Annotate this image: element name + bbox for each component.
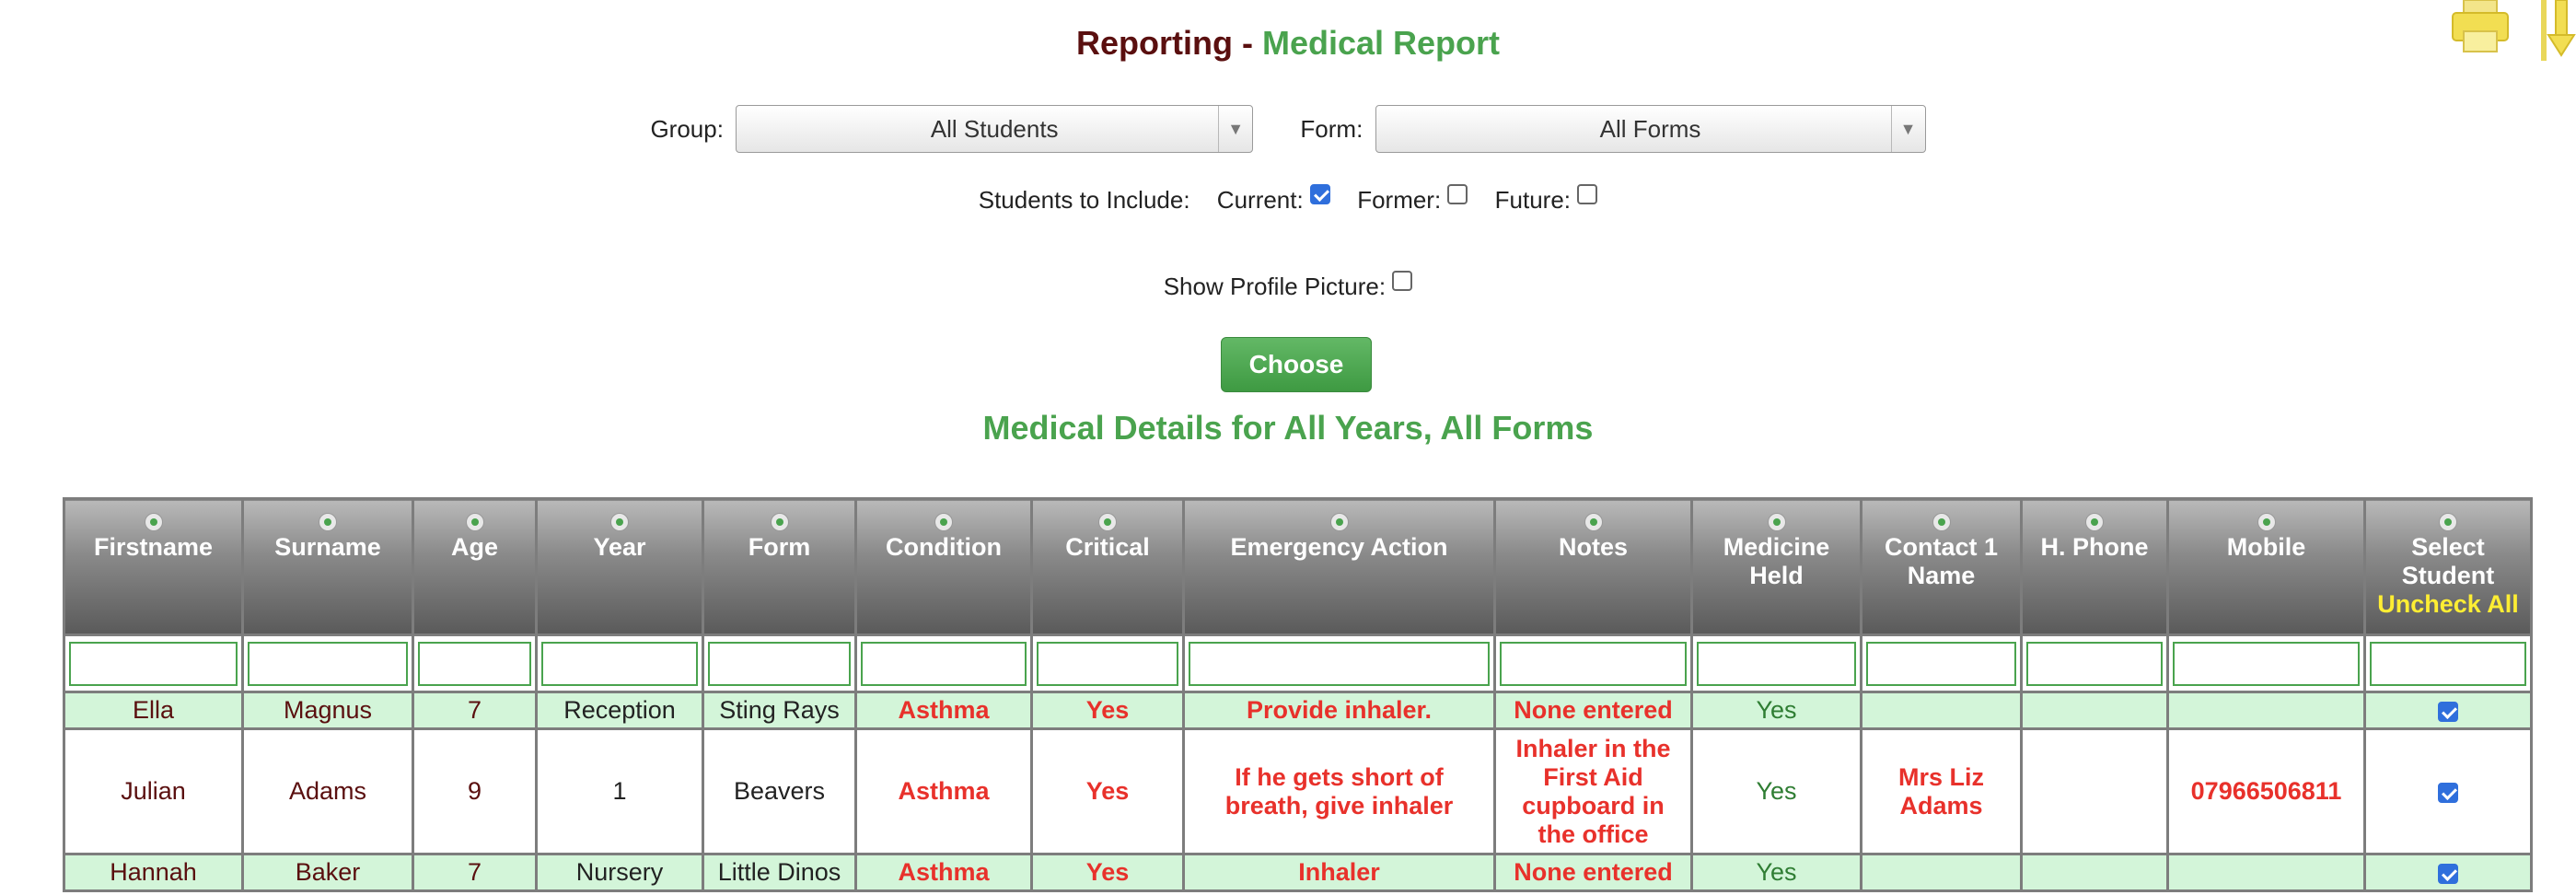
column-header-contact1-name[interactable]: Contact 1 Name: [1862, 499, 2022, 635]
cell-form: Sting Rays: [703, 692, 856, 729]
filter-row: [64, 635, 2532, 692]
select-student-checkbox[interactable]: [2438, 864, 2458, 884]
cell-firstname: Julian: [64, 729, 243, 854]
cell-firstname: Hannah: [64, 854, 243, 891]
cell-emergency-action: Inhaler: [1184, 854, 1495, 891]
cell-age: 7: [413, 854, 537, 891]
column-header-notes[interactable]: Notes: [1495, 499, 1692, 635]
group-label: Group:: [650, 114, 724, 143]
filter-input-medicine-held[interactable]: [1697, 642, 1856, 686]
filter-input-h-phone[interactable]: [2026, 642, 2163, 686]
table-row[interactable]: [64, 854, 2532, 891]
sort-icon: [610, 513, 629, 531]
printer-icon[interactable]: [2451, 0, 2510, 53]
former-checkbox[interactable]: [1447, 184, 1468, 204]
column-header-medicine-held[interactable]: Medicine Held: [1692, 499, 1862, 635]
sort-icon: [1584, 513, 1603, 531]
filter-row: [0, 105, 2576, 153]
download-icon[interactable]: [2541, 0, 2576, 61]
cell-contact1-name: [1862, 692, 2022, 729]
cell-h-phone: [2022, 854, 2168, 891]
cell-surname: Baker: [243, 854, 413, 891]
cell-surname: Magnus: [243, 692, 413, 729]
sort-icon: [319, 513, 337, 531]
cell-critical: Yes: [1032, 854, 1184, 891]
cell-medicine-held: Yes: [1692, 729, 1862, 854]
chevron-down-icon: ▼: [1891, 106, 1925, 152]
sort-icon: [145, 513, 163, 531]
table-row[interactable]: [64, 729, 2532, 854]
column-header-age[interactable]: Age: [413, 499, 537, 635]
select-student-checkbox[interactable]: [2438, 702, 2458, 722]
sort-icon: [1768, 513, 1786, 531]
sort-icon: [466, 513, 484, 531]
column-header-year[interactable]: Year: [537, 499, 703, 635]
cell-form: Beavers: [703, 729, 856, 854]
cell-age: 9: [413, 729, 537, 854]
filter-input-notes[interactable]: [1500, 642, 1687, 686]
cell-year: Nursery: [537, 854, 703, 891]
filter-input-surname[interactable]: [248, 642, 408, 686]
profile-checkbox[interactable]: [1392, 271, 1412, 291]
column-header-h-phone[interactable]: H. Phone: [2022, 499, 2168, 635]
cell-firstname: Ella: [64, 692, 243, 729]
sort-icon: [1932, 513, 1951, 531]
filter-input-year[interactable]: [541, 642, 698, 686]
chevron-down-icon: ▼: [1218, 106, 1252, 152]
sort-icon: [1330, 513, 1349, 531]
sort-icon: [2085, 513, 2104, 531]
cell-mobile: [2168, 854, 2365, 891]
cell-contact1-name: [1862, 854, 2022, 891]
table-row[interactable]: [64, 692, 2532, 729]
filter-input-select-student[interactable]: [2370, 642, 2526, 686]
cell-medicine-held: Yes: [1692, 692, 1862, 729]
column-header-emergency-action[interactable]: Emergency Action: [1184, 499, 1495, 635]
cell-age: 7: [413, 692, 537, 729]
cell-select: [2365, 692, 2532, 729]
report-subtitle: Medical Details for All Years, All Forms: [982, 409, 1594, 447]
students-include-label: Students to Include:: [978, 185, 1190, 214]
cell-notes: None entered: [1495, 692, 1692, 729]
form-select[interactable]: [1375, 105, 1926, 153]
column-header-surname[interactable]: Surname: [243, 499, 413, 635]
cell-notes: None entered: [1495, 854, 1692, 891]
cell-mobile: [2168, 692, 2365, 729]
future-label: Future:: [1494, 185, 1572, 214]
cell-emergency-action: If he gets short of breath, give inhaler: [1184, 729, 1495, 854]
group-select[interactable]: [736, 105, 1253, 153]
choose-button[interactable]: Choose: [1221, 337, 1372, 392]
column-header-select-student[interactable]: Select Student Uncheck All: [2365, 499, 2532, 635]
cell-critical: Yes: [1032, 729, 1184, 854]
filter-input-age[interactable]: [418, 642, 531, 686]
former-label: Former:: [1357, 185, 1442, 214]
form-label: Form:: [1300, 114, 1363, 143]
title-prefix: Reporting -: [1075, 24, 1262, 62]
filter-input-condition[interactable]: [861, 642, 1027, 686]
filter-input-firstname[interactable]: [69, 642, 238, 686]
sort-icon: [2439, 513, 2457, 531]
column-header-condition[interactable]: Condition: [856, 499, 1032, 635]
cell-select: [2365, 729, 2532, 854]
current-label: Current:: [1216, 185, 1304, 214]
cell-h-phone: [2022, 729, 2168, 854]
column-header-form[interactable]: Form: [703, 499, 856, 635]
cell-form: Little Dinos: [703, 854, 856, 891]
sort-icon: [1098, 513, 1117, 531]
filter-input-mobile[interactable]: [2173, 642, 2360, 686]
medical-table: [63, 497, 2533, 892]
cell-year: Reception: [537, 692, 703, 729]
cell-notes: Inhaler in the First Aid cupboard in the office: [1495, 729, 1692, 854]
cell-condition: Asthma: [856, 854, 1032, 891]
page-title: [0, 24, 2576, 63]
column-header-critical[interactable]: Critical: [1032, 499, 1184, 635]
sort-icon: [771, 513, 789, 531]
column-header-firstname[interactable]: Firstname: [64, 499, 243, 635]
cell-condition: Asthma: [856, 692, 1032, 729]
cell-mobile: 07966506811: [2168, 729, 2365, 854]
column-header-mobile[interactable]: Mobile: [2168, 499, 2365, 635]
cell-condition: Asthma: [856, 729, 1032, 854]
sort-icon: [2257, 513, 2276, 531]
filter-input-form[interactable]: [708, 642, 851, 686]
title-main: Medical Report: [1261, 24, 1501, 62]
cell-surname: Adams: [243, 729, 413, 854]
cell-year: 1: [537, 729, 703, 854]
uncheck-all-link[interactable]: Uncheck All: [2377, 590, 2519, 618]
students-include-row: [0, 184, 2576, 215]
header-row: [64, 499, 2532, 635]
cell-emergency-action: Provide inhaler.: [1184, 692, 1495, 729]
cell-medicine-held: Yes: [1692, 854, 1862, 891]
filter-input-critical[interactable]: [1037, 642, 1178, 686]
cell-critical: Yes: [1032, 692, 1184, 729]
cell-contact1-name: Mrs Liz Adams: [1862, 729, 2022, 854]
select-student-checkbox[interactable]: [2438, 783, 2458, 803]
future-checkbox[interactable]: [1577, 184, 1597, 204]
cell-h-phone: [2022, 692, 2168, 729]
cell-select: [2365, 854, 2532, 891]
current-checkbox[interactable]: [1310, 184, 1330, 204]
group-select-value: All Students: [930, 115, 1059, 143]
sort-icon: [934, 513, 953, 531]
filter-input-contact1-name[interactable]: [1866, 642, 2016, 686]
profile-picture-row: [0, 271, 2576, 301]
filter-input-emergency-action[interactable]: [1189, 642, 1490, 686]
form-select-value: All Forms: [1599, 115, 1701, 143]
profile-label: Show Profile Picture:: [1163, 272, 1387, 300]
